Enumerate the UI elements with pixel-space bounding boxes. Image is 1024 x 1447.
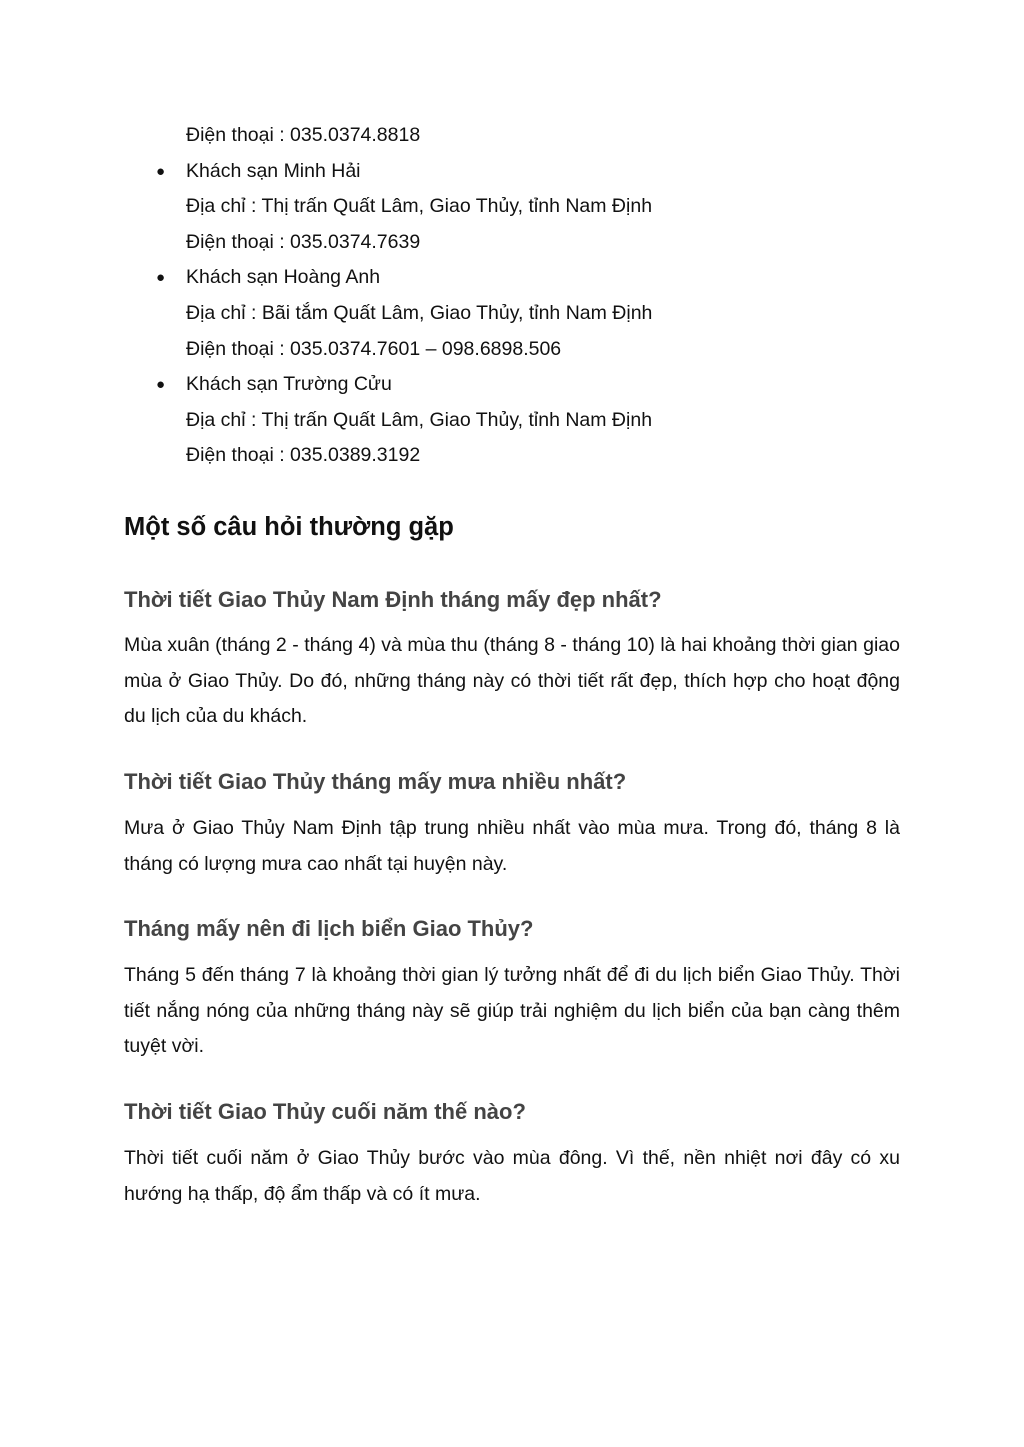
faq-question: Thời tiết Giao Thủy Nam Định tháng mấy đẹp nhất? [124,587,662,612]
hotel-address: Địa chỉ : Thị trấn Quất Lâm, Giao Thủy, tỉnh Nam Định [186,195,653,218]
hotel-phone: Điện thoại : 035.0374.7639 [186,230,421,253]
hotel-item [156,260,906,367]
faq-question: Thời tiết Giao Thủy tháng mấy mưa nhiều nhất? [124,769,627,794]
hotel-list [156,118,906,474]
bullet-icon: ● [156,269,166,287]
bullet-icon: ● [156,376,166,394]
hotel-name: Khách sạn Trường Cửu [186,373,392,396]
faq-question: Tháng mấy nên đi lịch biển Giao Thủy? [124,916,534,941]
hotel-phone: Điện thoại : 035.0374.7601 – 098.6898.506 [186,337,562,360]
faq-answer: Mùa xuân (tháng 2 - tháng 4) và mùa thu (tháng 8 - tháng 10) là hai khoảng thời gian giao mùa ở Giao Thủy. Do đó, những tháng này có thời tiết rất đẹp, thích hợp cho hoạt động du lịch của du khách. [124,634,900,728]
hotel-name: Khách sạn Minh Hải [186,159,361,182]
hotel-address: Địa chỉ : Thị trấn Quất Lâm, Giao Thủy, tỉnh Nam Định [186,408,653,431]
bullet-icon: ● [156,162,166,180]
faq-answer: Mưa ở Giao Thủy Nam Định tập trung nhiều nhất vào mùa mưa. Trong đó, tháng 8 là tháng có lượng mưa cao nhất tại huyện này. [124,817,900,875]
hotel-item [156,367,906,474]
faq-section-title: Một số câu hỏi thường gặp [124,513,454,541]
faq-answer: Tháng 5 đến tháng 7 là khoảng thời gian lý tưởng nhất để đi du lịch biển Giao Thủy. Thời tiết nắng nóng của những tháng này sẽ giúp trải nghiệm du lịch biển của bạn càng thêm tuyệt vời. [124,964,900,1058]
hotel-phone: Điện thoại : 035.0389.3192 [186,444,421,467]
faq-answer: Thời tiết cuối năm ở Giao Thủy bước vào mùa đông. Vì thế, nền nhiệt nơi đây có xu hướng hạ thấp, độ ẩm thấp và có ít mưa. [124,1147,900,1205]
hotel-name: Khách sạn Hoàng Anh [186,266,381,289]
hotel-phone: Điện thoại : 035.0374.8818 [186,124,421,146]
hotel-item [156,154,906,261]
faq-question: Thời tiết Giao Thủy cuối năm thế nào? [124,1099,526,1124]
hotel-address: Địa chỉ : Bãi tắm Quất Lâm, Giao Thủy, tỉnh Nam Định [186,301,653,324]
